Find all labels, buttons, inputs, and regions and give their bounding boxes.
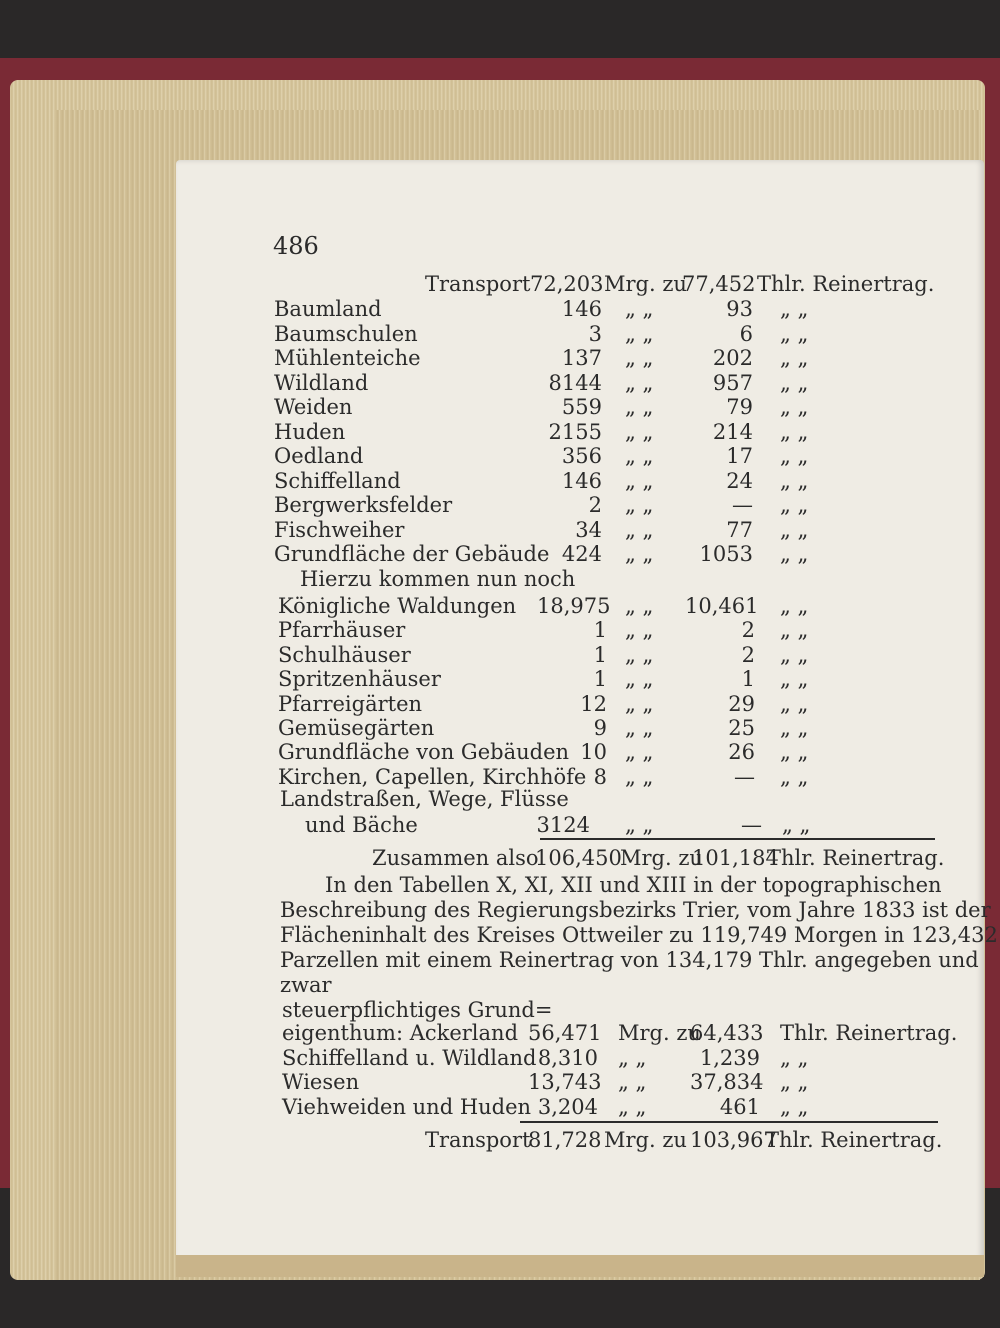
table-row xyxy=(0,322,1000,346)
row-area: 2 xyxy=(588,493,602,517)
row-area: 8144 xyxy=(548,370,602,395)
row-area: 1 xyxy=(593,642,607,667)
row-unit: „ „ xyxy=(618,1045,647,1070)
row-value: — xyxy=(741,813,762,837)
row-unit: „ „ xyxy=(618,1070,647,1094)
paragraph-line: zwar xyxy=(280,973,332,997)
row-area: 8 xyxy=(593,764,607,789)
row-value: 1053 xyxy=(699,542,753,566)
row-value: 1 xyxy=(741,667,755,692)
row-value: 64,433 xyxy=(690,1021,764,1045)
row-unit: „ „ xyxy=(625,346,654,370)
row-value: 79 xyxy=(726,395,753,419)
row-value: 17 xyxy=(726,444,753,468)
row-unit2: „ „ xyxy=(780,370,809,395)
row-value: 93 xyxy=(726,297,753,321)
row-value: 1,239 xyxy=(699,1045,760,1070)
table-row xyxy=(0,444,1000,468)
paragraph-line: Beschreibung des Regierungsbezirks Trier, vom Jahre 1833 ist der xyxy=(280,898,991,922)
row-area: 3,204 xyxy=(537,1094,598,1119)
row-area: 559 xyxy=(561,395,602,419)
row-unit2: „ „ xyxy=(780,618,809,643)
row-unit: „ „ xyxy=(625,618,654,643)
row-unit2: „ „ xyxy=(780,297,809,321)
row-area: 137 xyxy=(561,346,602,370)
row-area: 13,743 xyxy=(528,1070,602,1094)
row-label: Viehweiden und Huden xyxy=(282,1094,532,1119)
transport-unit: Mrg. zu xyxy=(604,272,687,296)
row-value: 24 xyxy=(726,468,753,493)
table-row xyxy=(0,420,1000,444)
transport-top-row xyxy=(0,272,1000,296)
row-unit2: „ „ xyxy=(780,444,809,468)
row-area: 8,310 xyxy=(537,1045,598,1070)
row-label: Gemüsegärten xyxy=(278,716,435,740)
row-value: — xyxy=(732,493,753,517)
row-value: 10,461 xyxy=(685,594,759,618)
row-area: 2155 xyxy=(548,419,602,444)
row-unit2: „ „ xyxy=(780,1094,809,1119)
row-area: 1 xyxy=(593,618,607,643)
row-unit2: „ „ xyxy=(780,740,809,765)
table-row xyxy=(0,643,1000,667)
table-row xyxy=(0,618,1000,642)
row-label: Fischweiher xyxy=(274,517,405,542)
transport-suffix: Thlr. Reinertrag. xyxy=(765,1128,943,1152)
row-area: 18,975 xyxy=(537,594,611,618)
row-label: Königliche Waldungen xyxy=(278,594,517,618)
transport-unit: Mrg. zu xyxy=(604,1128,687,1152)
table-row xyxy=(0,1046,1000,1070)
row-value: 202 xyxy=(712,346,753,370)
table-row xyxy=(0,740,1000,764)
transport-suffix: Thlr. Reinertrag. xyxy=(757,272,935,296)
table-row xyxy=(0,667,1000,691)
row-unit2: „ „ xyxy=(780,468,809,493)
row-area: 3124 xyxy=(536,813,590,837)
row-unit: „ „ xyxy=(625,642,654,667)
row-unit: „ „ xyxy=(625,395,654,419)
row-unit: „ „ xyxy=(625,542,654,566)
row-unit: „ „ xyxy=(625,667,654,692)
row-unit2: „ „ xyxy=(780,517,809,542)
row-label: Wiesen xyxy=(282,1070,360,1094)
sum-rule xyxy=(540,838,935,840)
table-row xyxy=(0,1021,1000,1045)
steuer-line: steuerpflichtiges Grund= xyxy=(282,998,553,1022)
zusammen-suffix: Thlr. Reinertrag. xyxy=(767,846,945,870)
row-area: 12 xyxy=(580,691,607,716)
zusammen-value: 101,184 xyxy=(692,846,779,870)
row-label: Pfarrhäuser xyxy=(278,618,406,643)
zusammen-row xyxy=(0,846,1000,870)
row-value: 77 xyxy=(726,517,753,542)
landstrassen-line: Landstraßen, Wege, Flüsse xyxy=(280,787,569,811)
row-label: Spritzenhäuser xyxy=(278,667,441,692)
row-value: 29 xyxy=(728,691,755,716)
row-area: 10 xyxy=(580,740,607,765)
paragraph-line: In den Tabellen X, XI, XII und XIII in der topographischen xyxy=(325,873,942,897)
row-unit: „ „ xyxy=(625,297,654,321)
row-area: 424 xyxy=(561,542,602,566)
row-label: Baumschulen xyxy=(274,321,418,346)
row-unit: „ „ xyxy=(625,594,654,618)
table-row xyxy=(0,1070,1000,1094)
row-unit2: „ „ xyxy=(780,321,809,346)
row-label: Grundfläche der Gebäude xyxy=(274,542,550,566)
row-unit: „ „ xyxy=(625,419,654,444)
row-unit: „ „ xyxy=(625,517,654,542)
row-unit: „ „ xyxy=(625,740,654,765)
row-label: Wildland xyxy=(274,370,369,395)
row-unit2: „ „ xyxy=(780,716,809,740)
row-value: 2 xyxy=(741,618,755,643)
row-value: 214 xyxy=(712,419,753,444)
row-area: 3 xyxy=(588,321,602,346)
row-label: Schiffelland u. Wildland xyxy=(282,1045,537,1070)
row-value: 6 xyxy=(739,321,753,346)
row-value: 26 xyxy=(728,740,755,765)
table-row xyxy=(0,692,1000,716)
row-unit: „ „ xyxy=(625,813,654,837)
page-number: 486 xyxy=(273,232,319,260)
table-row xyxy=(0,371,1000,395)
row-unit: „ „ xyxy=(618,1094,647,1119)
row-value: — xyxy=(734,764,755,789)
row-label: Mühlenteiche xyxy=(274,346,421,370)
page-bottom-edge xyxy=(176,1255,984,1277)
zusammen-area: 106,450 xyxy=(535,846,622,870)
row-unit: „ „ xyxy=(625,370,654,395)
row-unit2: „ „ xyxy=(780,691,809,716)
table-row xyxy=(0,346,1000,370)
table-row xyxy=(0,395,1000,419)
row-unit2: „ „ xyxy=(780,395,809,419)
row-value: 2 xyxy=(741,642,755,667)
row-label: Oedland xyxy=(274,444,364,468)
row-unit2: „ „ xyxy=(780,346,809,370)
row-unit: „ „ xyxy=(625,716,654,740)
row-unit: Mrg. zu xyxy=(618,1021,701,1045)
row-unit2: „ „ xyxy=(780,594,809,618)
table-row xyxy=(0,716,1000,740)
row-area: 356 xyxy=(561,444,602,468)
paragraph xyxy=(280,873,998,998)
row-unit2: „ „ xyxy=(780,642,809,667)
row-area: 9 xyxy=(593,716,607,740)
transport-label: Transport xyxy=(425,1128,531,1152)
paragraph-line: Parzellen mit einem Reinertrag von 134,179 Thlr. angegeben und xyxy=(280,948,979,972)
transport-value: 103,967 xyxy=(690,1128,777,1152)
transport-bottom-row xyxy=(0,1128,1000,1152)
row-unit: „ „ xyxy=(625,321,654,346)
row-area: 1 xyxy=(593,667,607,692)
transport-label: Transport xyxy=(425,272,531,296)
row-unit: „ „ xyxy=(625,468,654,493)
transport-area: 81,728 xyxy=(528,1128,602,1152)
table-row xyxy=(0,594,1000,618)
row-value: 957 xyxy=(712,370,753,395)
row-area: 56,471 xyxy=(528,1021,602,1045)
row-label: Schulhäuser xyxy=(278,642,411,667)
row-area: 34 xyxy=(575,517,602,542)
table-row xyxy=(0,813,1000,837)
zusammen-label: Zusammen also xyxy=(372,846,539,870)
row-unit: „ „ xyxy=(625,764,654,789)
table-row xyxy=(0,765,1000,789)
row-label: Huden xyxy=(274,419,346,444)
table-row xyxy=(0,1095,1000,1119)
table-row xyxy=(0,469,1000,493)
row-label: Kirchen, Capellen, Kirchhöfe xyxy=(278,764,587,789)
row-unit2: „ „ xyxy=(780,542,809,566)
table-row xyxy=(0,493,1000,517)
row-area: 146 xyxy=(561,468,602,493)
transport-value: 77,452 xyxy=(682,272,756,296)
row-area: 146 xyxy=(561,297,602,321)
row-label: Baumland xyxy=(274,297,382,321)
zusammen-unit: Mrg. zu xyxy=(620,846,703,870)
row-label: Pfarreigärten xyxy=(278,691,423,716)
hierzu-line: Hierzu kommen nun noch xyxy=(300,567,576,591)
row-unit2: „ „ xyxy=(780,419,809,444)
row-label: Grundfläche von Gebäuden xyxy=(278,740,570,765)
row-unit2: „ „ xyxy=(780,764,809,789)
row-unit: „ „ xyxy=(625,444,654,468)
row-unit: „ „ xyxy=(625,493,654,517)
row-label: und Bäche xyxy=(305,813,418,837)
row-unit2: „ „ xyxy=(780,1045,809,1070)
sum-rule-2 xyxy=(520,1121,938,1123)
row-unit2: „ „ xyxy=(780,667,809,692)
row-label: eigenthum: Ackerland xyxy=(282,1021,519,1045)
table-row xyxy=(0,518,1000,542)
row-unit: „ „ xyxy=(625,691,654,716)
row-value: 461 xyxy=(719,1094,760,1119)
row-unit2: Thlr. Reinertrag. xyxy=(780,1021,958,1045)
row-value: 37,834 xyxy=(690,1070,764,1094)
transport-area: 72,203 xyxy=(530,272,604,296)
row-label: Weiden xyxy=(274,395,353,419)
row-unit2: „ „ xyxy=(782,813,811,837)
table-row xyxy=(0,542,1000,566)
paragraph-line: Flächeninhalt des Kreises Ottweiler zu 119,749 Morgen in 123,432 xyxy=(280,923,998,947)
row-label: Bergwerksfelder xyxy=(274,493,453,517)
row-unit2: „ „ xyxy=(780,1070,809,1094)
table-row xyxy=(0,297,1000,321)
row-label: Schiffelland xyxy=(274,468,401,493)
row-unit2: „ „ xyxy=(780,493,809,517)
row-value: 25 xyxy=(728,716,755,740)
